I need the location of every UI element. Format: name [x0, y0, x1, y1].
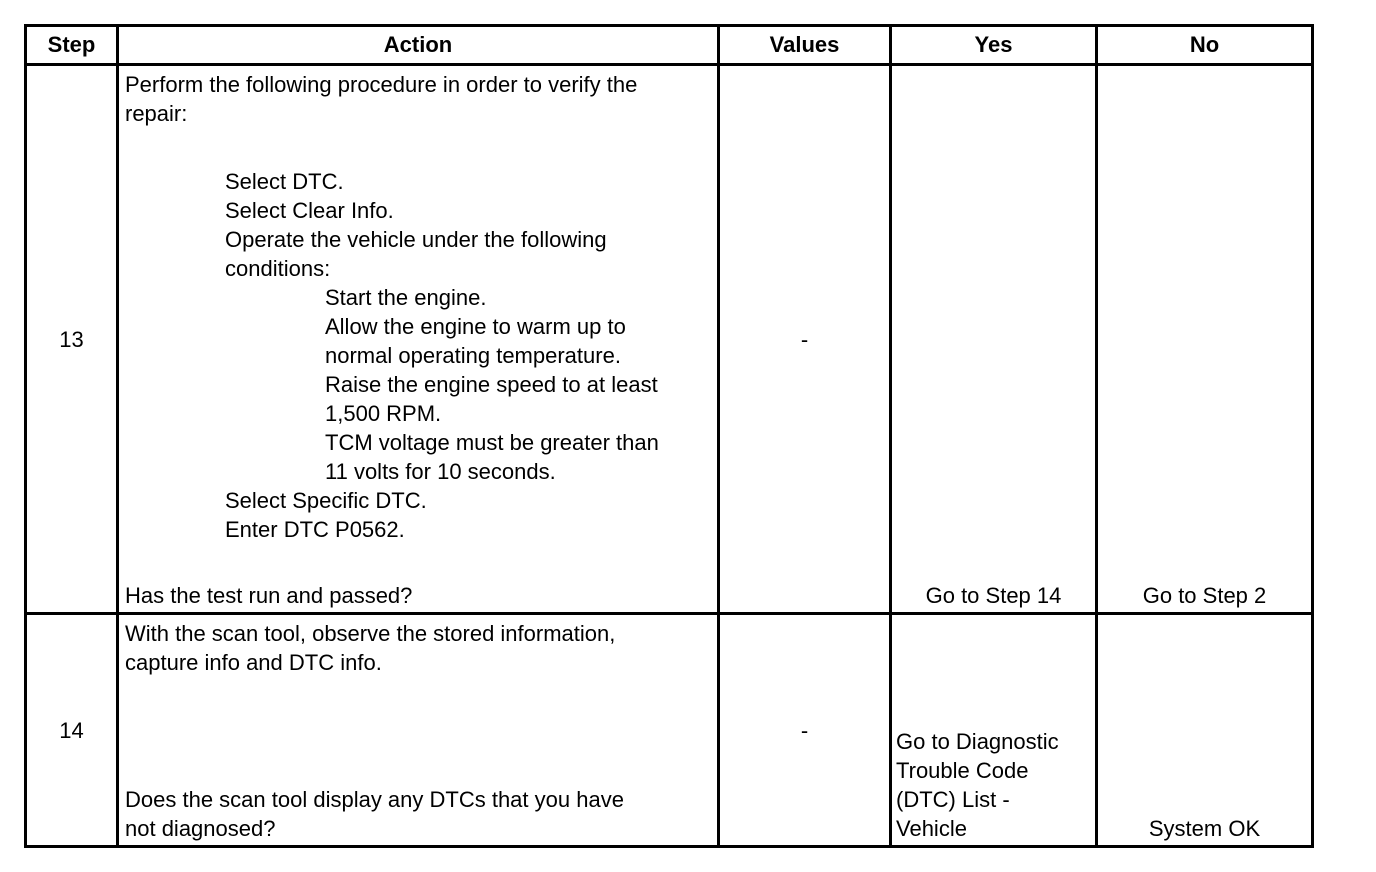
action-cell	[118, 614, 719, 847]
action-question-line: not diagnosed?	[125, 816, 276, 841]
action-question: Has the test run and passed?	[125, 583, 413, 608]
values-cell: -	[719, 614, 891, 847]
yes-action	[891, 614, 1097, 847]
diagnostic-table	[24, 24, 1314, 848]
procedure-item: conditions:	[225, 256, 331, 281]
procedure-subitem: normal operating temperature.	[325, 343, 621, 368]
action-cell	[118, 65, 719, 614]
procedure-item: Select Specific DTC.	[225, 488, 427, 513]
action-question-line: Does the scan tool display any DTCs that you have	[125, 787, 624, 812]
yes-action: Go to Step 14	[891, 65, 1097, 614]
column-header-values: Values	[719, 26, 891, 65]
column-header-no: No	[1097, 26, 1313, 65]
procedure-subitem: 1,500 RPM.	[325, 401, 442, 426]
action-intro-line: With the scan tool, observe the stored information,	[125, 621, 616, 646]
no-action: System OK	[1097, 614, 1313, 847]
procedure-item: Enter DTC P0562.	[225, 517, 405, 542]
action-intro-line: repair:	[125, 101, 188, 126]
column-header-action: Action	[118, 26, 719, 65]
yes-action-line: Go to Diagnostic	[896, 729, 1059, 754]
column-header-yes: Yes	[891, 26, 1097, 65]
procedure-subitem: TCM voltage must be greater than	[325, 430, 659, 455]
table-row-step-13	[26, 65, 1313, 614]
procedure-subitem: Allow the engine to warm up to	[325, 314, 626, 339]
step-number: 13	[26, 65, 118, 614]
no-action: Go to Step 2	[1097, 65, 1313, 614]
column-header-step: Step	[26, 26, 118, 65]
yes-action-line: (DTC) List -	[896, 787, 1010, 812]
action-intro-line: Perform the following procedure in order to verify the	[125, 72, 638, 97]
procedure-subitem: Start the engine.	[325, 285, 487, 310]
yes-action-line: Trouble Code	[896, 758, 1029, 783]
action-intro-line: capture info and DTC info.	[125, 650, 382, 675]
table-row-step-14	[26, 614, 1313, 847]
procedure-subitem: 11 volts for 10 seconds.	[325, 459, 556, 484]
step-number: 14	[26, 614, 118, 847]
procedure-item: Select DTC.	[225, 169, 344, 194]
procedure-item: Select Clear Info.	[225, 198, 394, 223]
header-row	[26, 26, 1313, 65]
procedure-item: Operate the vehicle under the following	[225, 227, 607, 252]
procedure-subitem: Raise the engine speed to at least	[325, 372, 658, 397]
yes-action-line: Vehicle	[896, 816, 967, 841]
values-cell: -	[719, 65, 891, 614]
